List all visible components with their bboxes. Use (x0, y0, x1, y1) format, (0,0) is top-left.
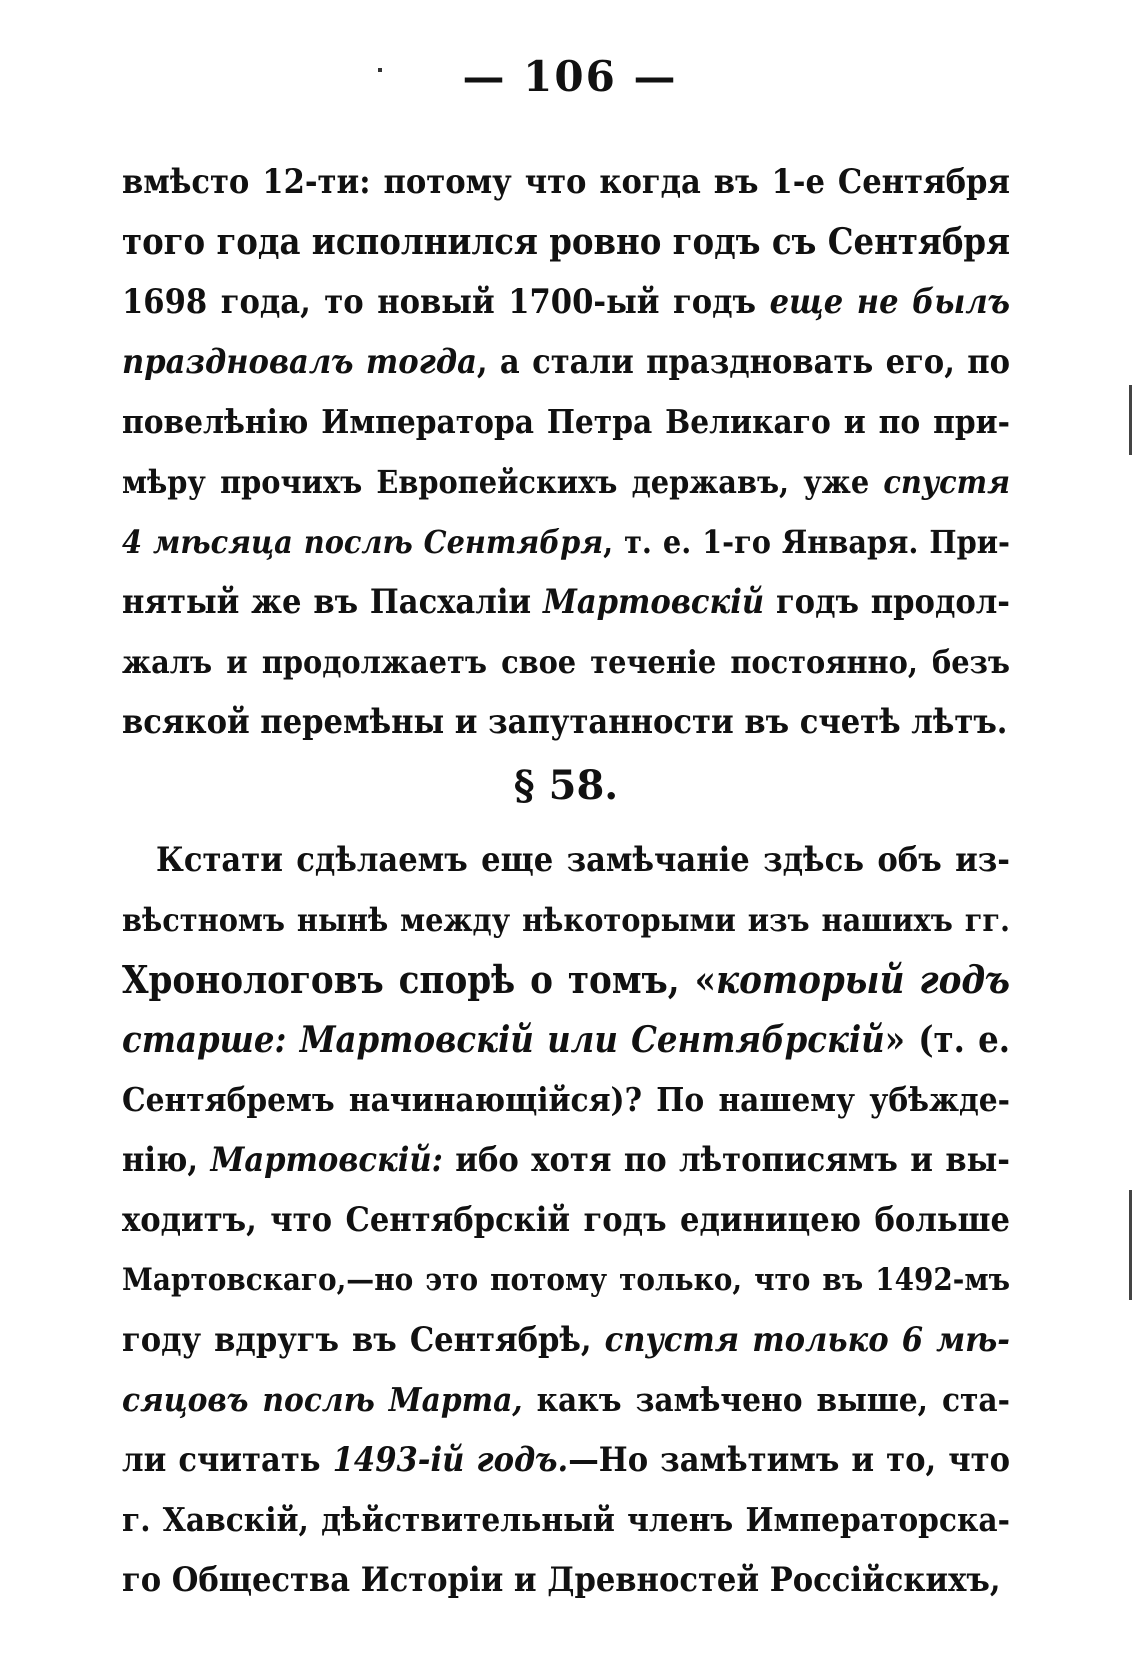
paragraph-2 (122, 830, 1010, 1610)
text-segment: го Общества Исторіи и Древностей Россійскихъ, (122, 1560, 1001, 1600)
text-segment: ли считать (122, 1440, 333, 1480)
text-line (122, 632, 1010, 692)
text-segment: Хронологовъ спорѣ о томъ, « (122, 957, 716, 1002)
scan-edge-mark (1129, 385, 1132, 455)
text-segment: —Но замѣтимъ и то, что (568, 1440, 1010, 1480)
text-segment: , т. е. 1-го Января. При- (603, 523, 1010, 561)
text-line (122, 332, 1010, 392)
italic-text: который годъ (715, 957, 1011, 1002)
text-segment: мѣру прочихъ Европейскихъ державъ, уже (122, 463, 884, 501)
text-line (122, 1010, 1010, 1070)
text-segment: жалъ и продолжаетъ свое теченіе постоянно, безъ (122, 643, 1010, 681)
text-line (122, 1070, 1010, 1130)
text-segment: 1698 года, то новый 1700-ый годъ (122, 282, 770, 322)
text-line (122, 830, 1010, 890)
text-line (122, 1490, 1010, 1550)
text-line (122, 950, 1010, 1010)
text-segment: нятый же въ Пасхаліи (122, 582, 543, 622)
text-line (122, 1310, 1010, 1370)
text-block (122, 152, 1010, 1610)
text-line (122, 692, 1010, 752)
text-segment: какъ замѣчено выше, ста- (522, 1380, 1010, 1419)
italic-text: Мартовскій (542, 582, 765, 622)
italic-text: еще не былъ (769, 282, 1010, 322)
section-heading: § 58. (513, 762, 619, 809)
text-line (122, 212, 1010, 272)
italic-text: праздновалъ тогда (122, 342, 477, 382)
text-segment: г. Хавскій, дѣйствительный членъ Императорска- (122, 1500, 1010, 1539)
italic-text: 1493-ій годъ. (332, 1440, 569, 1480)
text-line (122, 1250, 1010, 1310)
italic-text: 4 мѣсяца послѣ Сентября (122, 523, 604, 561)
italic-text: Мартовскій: (210, 1140, 443, 1180)
text-segment: ходитъ, что Сентябрскій годъ единицею больше (122, 1200, 1010, 1240)
text-line (122, 392, 1010, 452)
print-speck (378, 68, 382, 72)
text-segment: Кстати сдѣлаемъ еще замѣчаніе здѣсь объ из- (156, 840, 1010, 880)
text-segment: нію, (122, 1140, 211, 1180)
scan-edge-mark (1129, 1190, 1132, 1300)
text-line (122, 1550, 1010, 1610)
paragraph-1 (122, 152, 1010, 752)
text-line (122, 1190, 1010, 1250)
text-segment: годъ продол- (764, 582, 1011, 622)
text-segment: , а стали праздновать его, по (476, 342, 1010, 382)
text-segment: ибо хотя по лѣтописямъ и вы- (442, 1140, 1010, 1180)
page-number: — 106 — (462, 52, 678, 101)
text-line (122, 890, 1010, 950)
italic-text: спустя только 6 мѣ- (604, 1320, 1010, 1360)
text-line (122, 152, 1010, 212)
text-segment: вмѣсто 12-ти: потому что когда въ 1-е Сентября (122, 162, 1010, 202)
text-segment: Мартовскаго,—но это потому только, что въ 1492-мъ (122, 1262, 1010, 1298)
text-segment: того года исполнился ровно годъ съ Сентября (122, 221, 1010, 263)
text-segment: Сентябремъ начинающійся)? По нашему убѣжде- (122, 1080, 1010, 1119)
text-line (122, 1430, 1010, 1490)
italic-text: спустя (883, 463, 1010, 501)
text-segment: повелѣнію Императора Петра Великаго и по при- (122, 402, 1010, 441)
italic-text: сяцовъ послѣ Марта, (122, 1380, 523, 1419)
text-segment: » (т. е. (884, 1019, 1010, 1061)
italic-text: старше: Мартовскій или Сентябрскій (122, 1019, 885, 1061)
text-line (122, 572, 1010, 632)
text-line (122, 1130, 1010, 1190)
text-segment: вѣстномъ нынѣ между нѣкоторыми изъ нашихъ гг. (122, 901, 1010, 939)
text-line (122, 452, 1010, 512)
text-line (122, 1370, 1010, 1430)
text-segment: всякой перемѣны и запутанности въ счетѣ лѣтъ. (122, 702, 1008, 742)
text-segment: году вдругъ въ Сентябрѣ, (122, 1320, 605, 1360)
text-line (122, 512, 1010, 572)
text-line (122, 272, 1010, 332)
